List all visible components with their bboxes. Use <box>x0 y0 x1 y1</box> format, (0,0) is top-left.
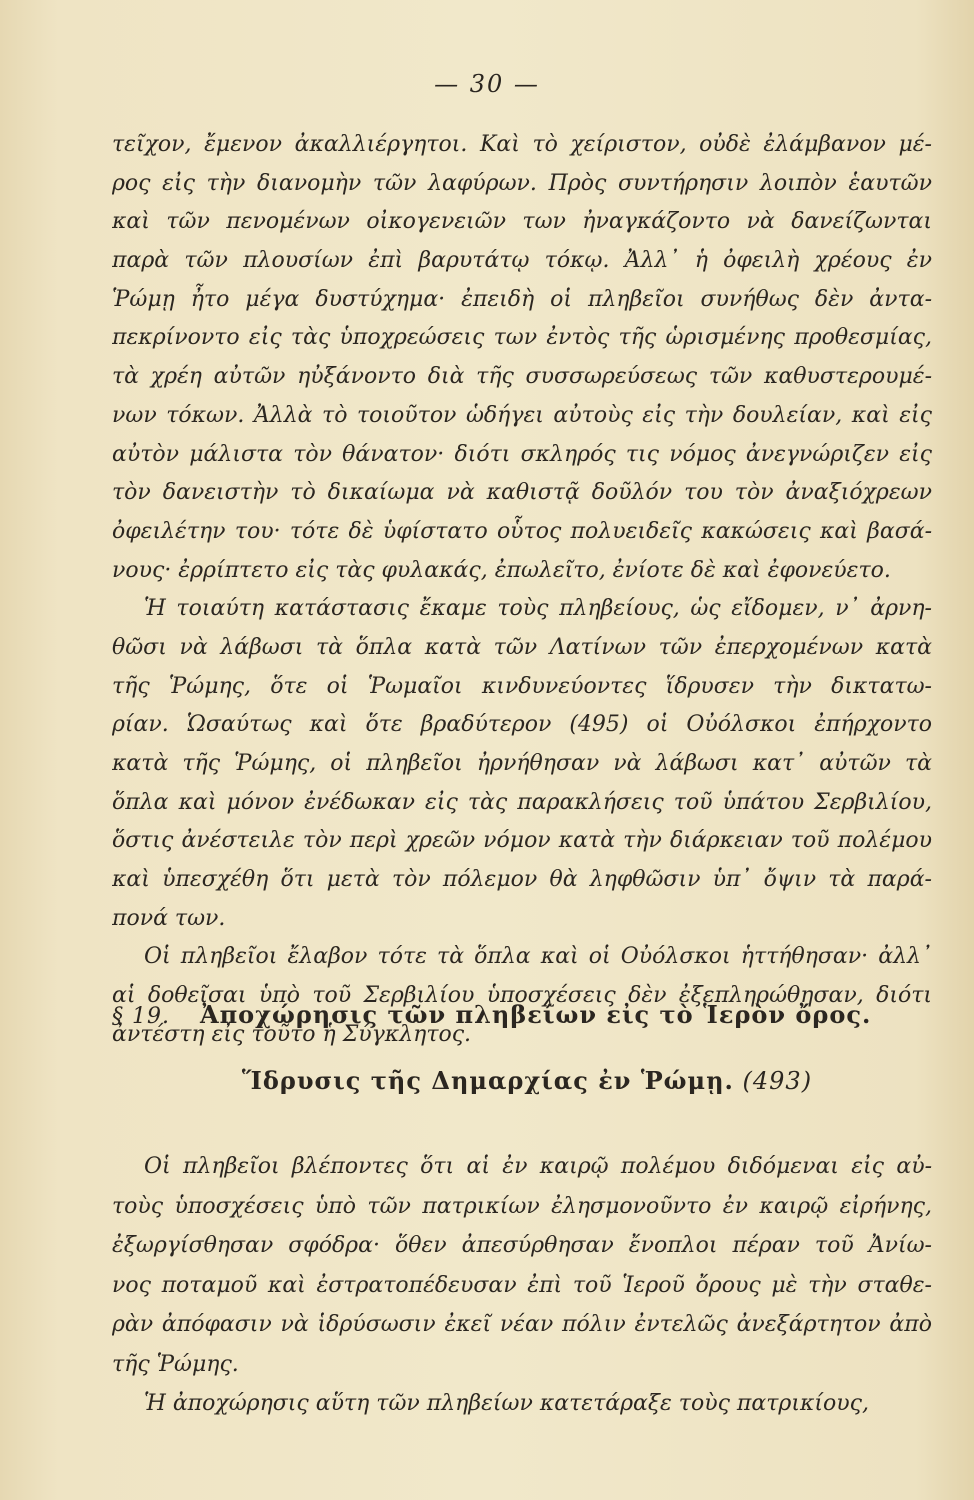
text-line: ὀφειλέτην του· τότε δὲ ὑφίστατο οὗτος πολυειδεῖς κακώσεις καὶ βασά- <box>112 518 932 544</box>
paragraph-5 <box>112 1384 932 1424</box>
section-title-1: Ἀποχώρησις τῶν πληβείων εἰς τὸ Ἱερὸν ὄρος. <box>199 1000 872 1029</box>
paragraph-3 <box>112 938 932 1054</box>
text-line: πεκρίνοντο εἰς τὰς ὑποχρεώσεις των ἐντὸς τῆς ὡρισμένης προθεσμίας, <box>112 325 932 351</box>
text-line: ὅστις ἀνέστειλε τὸν περὶ χρεῶν νόμον κατὰ τὴν διάρκειαν τοῦ πολέμου <box>112 828 932 854</box>
text-line: ὅπλα καὶ μόνον ἐνέδωκαν εἰς τὰς παρακλήσεις τοῦ ὑπάτου Σερβιλίου, <box>112 789 932 815</box>
text-line: Ἡ τοιαύτη κατάστασις ἔκαμε τοὺς πληβείους, ὡς εἴδομεν, ν᾽ ἀρνη- <box>144 596 932 622</box>
text-line: νος ποταμοῦ καὶ ἐστρατοπέδευσαν ἐπὶ τοῦ Ἱεροῦ ὄρους μὲ τὴν σταθε- <box>112 1272 932 1298</box>
paragraph-2 <box>112 590 932 938</box>
text-line: καὶ τῶν πενομένων οἰκογενειῶν των ἠναγκάζοντο νὰ δανείζωνται <box>112 209 932 235</box>
text-line: τεῖχον, ἔμενον ἀκαλλιέργητοι. Καὶ τὸ χείριστον, οὐδὲ ἐλάμβανον μέ- <box>112 132 932 157</box>
page-number: — 30 — <box>434 70 540 98</box>
text-line: τὸν δανειστὴν τὸ δικαίωμα νὰ καθιστᾷ δοῦλόν του τὸν ἀναξιόχρεων <box>112 480 932 506</box>
text-line: θῶσι νὰ λάβωσι τὰ ὅπλα κατὰ τῶν Λατίνων τῶν ἐπερχομένων κατὰ <box>112 634 932 660</box>
section-number: § 19. <box>112 1004 170 1029</box>
paragraph-4 <box>112 1147 932 1384</box>
text-line: πονά των. <box>112 905 226 931</box>
text-line: αἱ δοθεῖσαι ὑπὸ τοῦ Σερβιλίου ὑποσχέσεις δὲν ἐξεπληρώθησαν, διότι <box>112 983 932 1009</box>
text-line: Οἱ πληβεῖοι ἔλαβον τότε τὰ ὅπλα καὶ οἱ Οὐόλσκοι ἡττήθησαν· ἀλλ᾽ <box>144 944 932 970</box>
text-line: ρίαν. Ὡσαύτως καὶ ὅτε βραδύτερον (495) οἱ Οὐόλσκοι ἐπήρχοντο <box>112 712 932 738</box>
text-line: ἀντέστη εἰς τοῦτο ἡ Σύγκλητος. <box>112 1021 472 1047</box>
body-text-top <box>112 126 932 1055</box>
text-line: νους· ἐρρίπτετο εἰς τὰς φυλακάς, ἐπωλεῖτο, ἐνίοτε δὲ καὶ ἐφονεύετο. <box>112 557 891 583</box>
text-line: τὰ χρέη αὐτῶν ηὐξάνοντο διὰ τῆς συσσωρεύσεως τῶν καθυστερουμέ- <box>112 364 932 390</box>
text-line: νων τόκων. Ἀλλὰ τὸ τοιοῦτον ὡδήγει αὐτοὺς εἰς τὴν δουλείαν, καὶ εἰς <box>112 402 932 428</box>
text-line: τῆς Ῥώμης. <box>112 1351 239 1377</box>
section-year: (493) <box>742 1067 813 1095</box>
text-line: παρὰ τῶν πλουσίων ἐπὶ βαρυτάτῳ τόκῳ. Ἀλλ᾽ ἡ ὀφειλὴ χρέους ἐν <box>112 248 932 274</box>
text-line: καὶ ὑπεσχέθη ὅτι μετὰ τὸν πόλεμον θὰ ληφθῶσιν ὑπ᾽ ὄψιν τὰ παρά- <box>112 867 932 893</box>
text-line: τοὺς ὑποσχέσεις ὑπὸ τῶν πατρικίων ἐλησμονοῦντο ἐν καιρῷ εἰρήνης, <box>112 1193 932 1219</box>
text-line: ρὰν ἀπόφασιν νὰ ἱδρύσωσιν ἐκεῖ νέαν πόλιν ἐντελῶς ἀνεξάρτητον ἀπὸ <box>112 1312 932 1337</box>
text-line: ρος εἰς τὴν διανομὴν τῶν λαφύρων. Πρὸς συντήρησιν λοιπὸν ἑαυτῶν <box>112 170 932 196</box>
text-line: Οἱ πληβεῖοι βλέποντες ὅτι αἱ ἐν καιρῷ πολέμου διδόμεναι εἰς αὐ- <box>144 1154 932 1179</box>
section-title-2: Ἵδρυσις τῆς Δημαρχίας ἐν Ῥώμῃ. <box>241 1066 734 1095</box>
text-line: αὐτὸν μάλιστα τὸν θάνατον· διότι σκληρός τις νόμος ἀνεγνώριζεν εἰς <box>112 441 932 467</box>
section-heading-line-1 <box>112 1000 942 1029</box>
paragraph-1 <box>112 126 932 590</box>
text-line: Ἡ ἀποχώρησις αὕτη τῶν πληβείων κατετάραξε τοὺς πατρικίους, <box>144 1391 869 1416</box>
text-line: Ῥώμῃ ἦτο μέγα δυστύχημα· ἐπειδὴ οἱ πληβεῖοι συνήθως δὲν ἀντα- <box>112 286 932 312</box>
text-line: τῆς Ῥώμης, ὅτε οἱ Ῥωμαῖοι κινδυνεύοντες ἵδρυσεν τὴν δικτατω- <box>112 673 932 699</box>
text-line: κατὰ τῆς Ῥώμης, οἱ πληβεῖοι ἠρνήθησαν νὰ λάβωσι κατ᾽ αὐτῶν τὰ <box>112 751 932 776</box>
section-heading-line-2 <box>112 1066 942 1095</box>
text-line: ἐξωργίσθησαν σφόδρα· ὅθεν ἀπεσύρθησαν ἔνοπλοι πέραν τοῦ Ἀνίω- <box>112 1233 932 1258</box>
body-text-bottom <box>112 1147 932 1424</box>
